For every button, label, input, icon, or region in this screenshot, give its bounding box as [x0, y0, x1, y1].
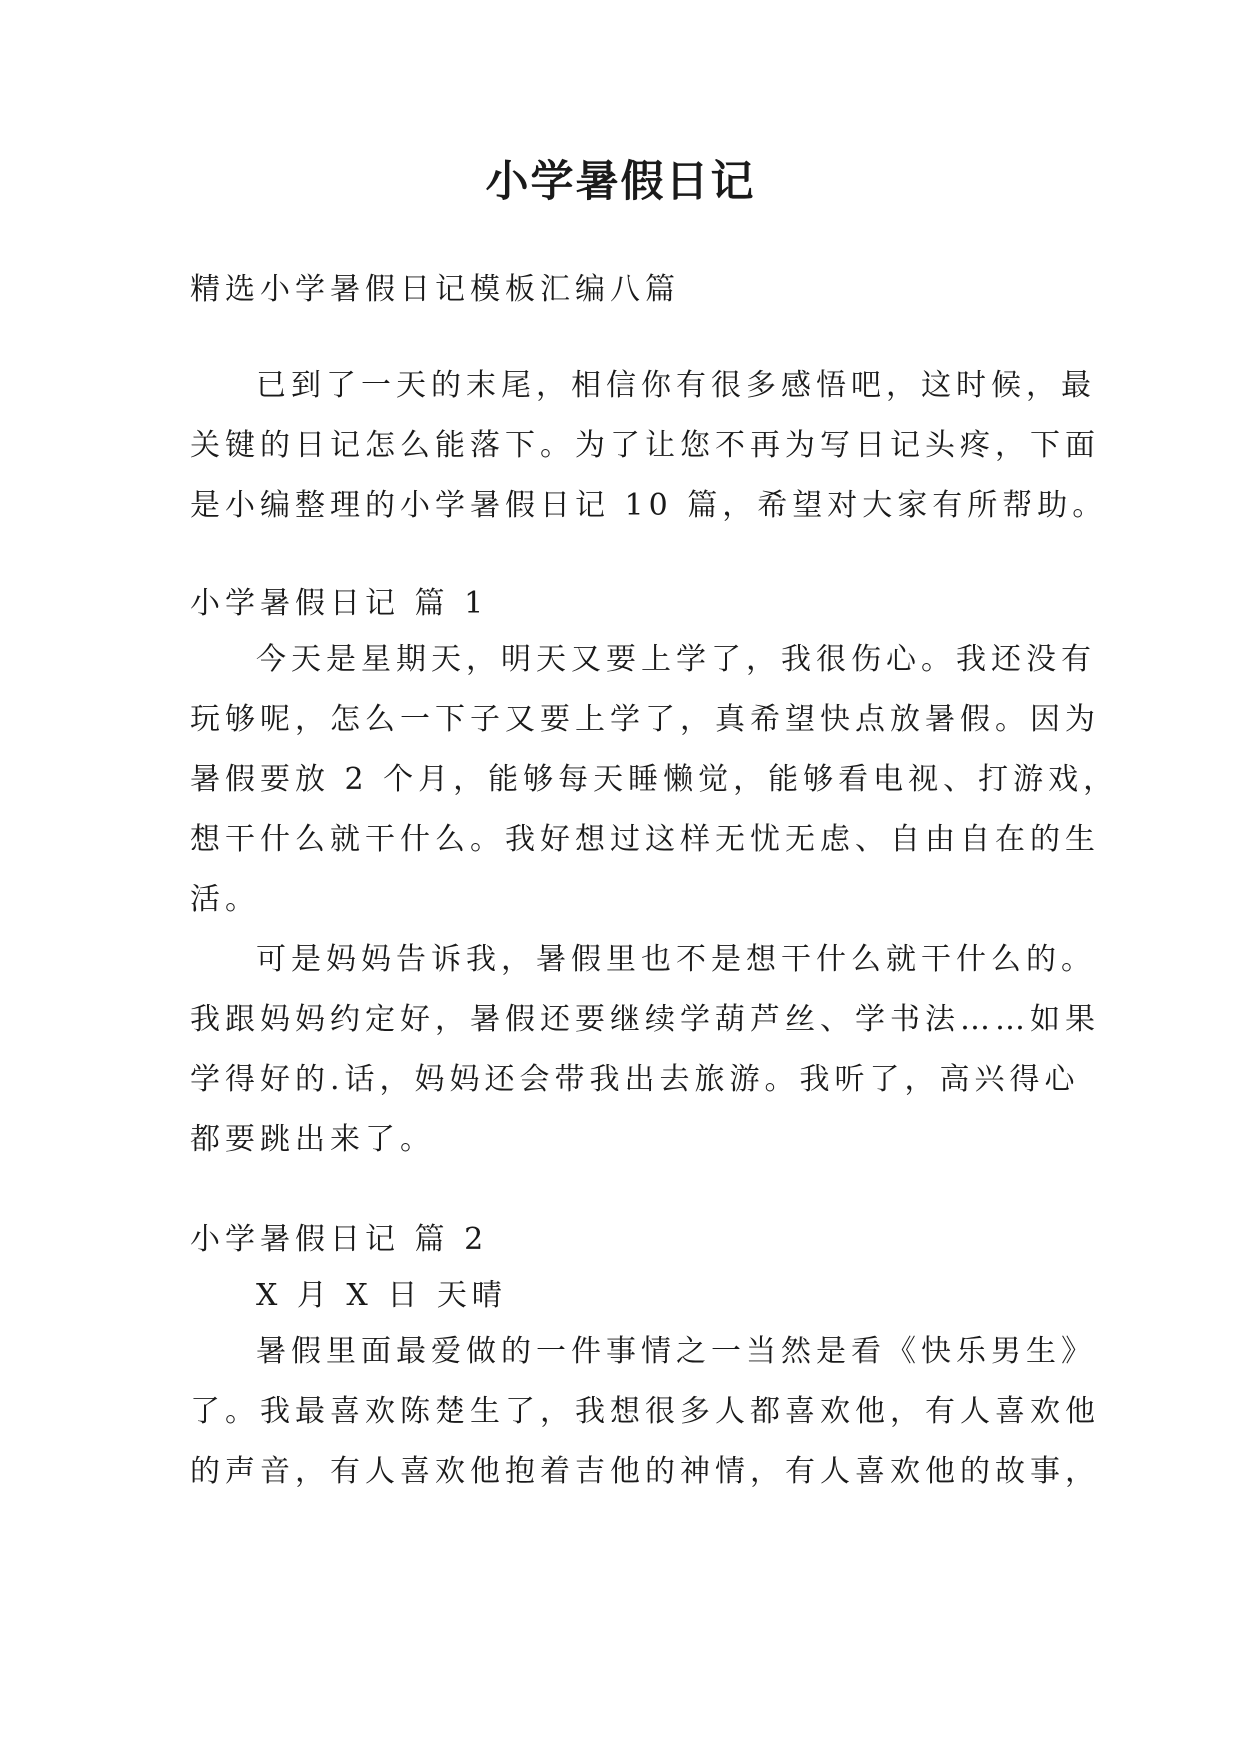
section-1-p1-line-4: 想干什么就干什么。我好想过这样无忧无虑、自由自在的生 — [190, 822, 1100, 857]
section-1-p1-line-5: 活。 — [190, 882, 260, 917]
section-1-heading: 小学暑假日记 篇 1 — [190, 586, 489, 621]
section-1-p1-line-2: 玩够呢，怎么一下子又要上学了，真希望快点放暑假。因为 — [190, 702, 1100, 737]
section-2-heading: 小学暑假日记 篇 2 — [190, 1222, 489, 1257]
section-1-p2-line-1: 可是妈妈告诉我，暑假里也不是想干什么就干什么的。 — [256, 942, 1096, 977]
document-subtitle: 精选小学暑假日记模板汇编八篇 — [190, 272, 680, 307]
section-1-p1-line-1: 今天是星期天，明天又要上学了，我很伤心。我还没有 — [256, 642, 1096, 677]
section-1-p2-line-4: 都要跳出来了。 — [190, 1122, 435, 1157]
document-title: 小学暑假日记 — [485, 157, 756, 207]
intro-line-1: 已到了一天的末尾，相信你有很多感悟吧，这时候，最 — [256, 368, 1096, 403]
intro-line-2: 关键的日记怎么能落下。为了让您不再为写日记头疼，下面 — [190, 428, 1100, 463]
section-1-p2-line-3: 学得好的.话，妈妈还会带我出去旅游。我听了，高兴得心 — [190, 1062, 1080, 1097]
section-2-p1-line-1: 暑假里面最爱做的一件事情之一当然是看《快乐男生》 — [256, 1334, 1096, 1369]
section-1-p1-line-3: 暑假要放 2 个月，能够每天睡懒觉，能够看电视、打游戏， — [190, 762, 1119, 797]
section-1-p2-line-2: 我跟妈妈约定好，暑假还要继续学葫芦丝、学书法……如果 — [190, 1002, 1100, 1037]
section-2-p1-line-2: 了。我最喜欢陈楚生了，我想很多人都喜欢他，有人喜欢他 — [190, 1394, 1100, 1429]
section-2-date-line: X 月 X 日 天晴 — [256, 1278, 507, 1313]
intro-line-3: 是小编整理的小学暑假日记 10 篇，希望对大家有所帮助。 — [190, 488, 1108, 523]
section-2-p1-line-3: 的声音，有人喜欢他抱着吉他的神情，有人喜欢他的故事， — [190, 1454, 1100, 1489]
